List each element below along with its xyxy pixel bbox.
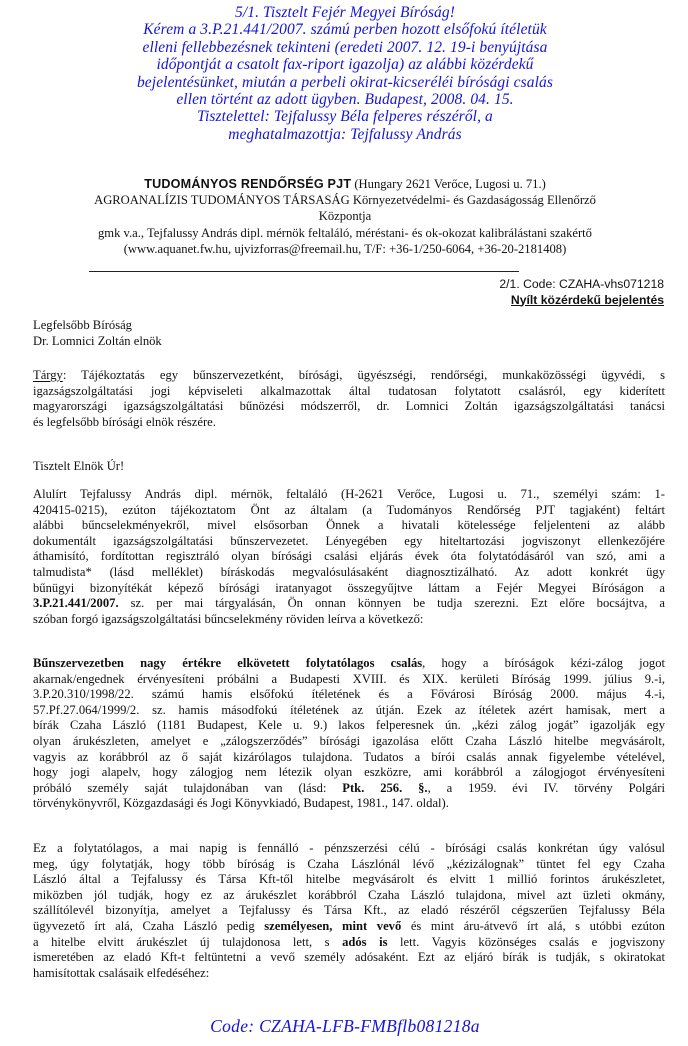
paragraph-line: miközben jól tudják, hogy ez az árukészlet korábbról Czaha László tulajdona, mivel azt üzleti okmány, [33, 887, 665, 902]
greeting: Tisztelt Elnök Úr! [33, 459, 125, 473]
subject-line: magyarországi igazságszolgáltatási bűnözési módszerről, dr. Lomnici Zoltán igazságszolgáltatási tanácsi [33, 399, 665, 414]
letterhead-line-5: (www.aquanet.fw.hu, ujvizforras@freemail.hu, T/F: +36-1/250-6064, +36-20-2181408) [123, 241, 567, 256]
paragraph-line: Bűnszervezetben nagy értékre elkövetett folytatólagos csalás, hogy a bíróságok kézi-zálog jogot [33, 656, 665, 670]
paragraph-line: olyan árukészleten, amelyet e „zálogszerződés” bírósági igazolása előtt Czaha László hitelbe megvásárolt, [33, 733, 665, 748]
paragraph-line: Ez a folytatólagos, a mai napig is fennálló - pénzszerzési célú - bírósági csalás konkrétan úgy valósul [33, 841, 665, 855]
request-header-line: időpontját a csatolt fax-riport igazolja) az alábbi közérdekű [156, 56, 534, 74]
org-name: TUDOMÁNYOS RENDŐRSÉG PJT [144, 177, 352, 191]
letterhead [40, 176, 650, 257]
subject-paragraph [33, 368, 665, 430]
paragraph-line: vagyis az korábbról az ő saját kizárólagos tulajdona. Tudatos a bírói csalás annak figyelembe vételével, [33, 749, 665, 764]
paragraph-line: szállítólevél bizonyítja, amelyet a Tejfalussy és Társa Kft., az eladó részéről cégszerűen Tejfalussy Béla [33, 903, 665, 918]
paragraph-line: hogy jogi alapelv, hogy zálogjog nem létezik olyan eszközre, ami korábbról a zálogjogot érvényesíteni [33, 765, 665, 780]
letterhead-divider [89, 271, 519, 272]
paragraph-line: László által a Tejfalussy és Társa Kft-től hitelbe megvásárolt és elvitt 1 millió forintos árukészletet, [33, 872, 665, 887]
org-address: (Hungary 2621 Verőce, Lugosi u. 71.) [351, 177, 546, 191]
request-header-line: elleni fellebbezésnek tekinteni (eredeti 2007. 12. 19-i benyújtása [142, 38, 548, 56]
paragraph-line: ismeretében az eladó Kft-t feltüntetni a vevő személy adósaként. Ezt az eljáró bírák is tudják, s okiratokat [33, 950, 665, 965]
paragraph-line: próbáló személy saját tulajdonában van (lásd: Ptk. 256. §., a 1959. évi IV. törvény Polgári [33, 780, 665, 795]
paragraph-line: 57.Pf.27.064/1999/2. sz. hamis másodfokú ítéletének az útján. Ezek az ítéletek azért hamisak, mert a [33, 702, 665, 717]
letterhead-line-4: gmk v.a., Tejfalussy András dipl. mérnök feltaláló, méréstani- és ok-okozat kalibrálástani szakértő [98, 225, 592, 240]
paragraph-line: talmudista* (lásd melléklet) bíráskodás megvalósulásaként diagnosztizálható. Az adott konkrét ügy [33, 564, 665, 579]
paragraph-line: 3.P.20.310/1998/22. számú hamis elsőfokú ítéletének és a Fővárosi Bíróság 2000. május 4.-i, [33, 687, 665, 702]
subject-line: igazságszolgáltatási jogi képviseleti alkalmazottak által tudatosan folytatott csalásról, egy kiderített [33, 383, 665, 398]
subject-line: Tárgy: Tájékoztatás egy bűnszervezetként, bírósági, ügyészségi, rendőrségi, munkaközösségi ügyvédi, s [33, 368, 665, 382]
paragraph-3 [33, 841, 665, 981]
paragraph-line: 420415-0215), ezúton tájékoztatom Önt az általam (a Tudományos Rendőrség PJT tagjaként) feltárt [33, 502, 665, 517]
footer-code: Code: CZAHA-LFB-FMBflb081218a [210, 1016, 480, 1036]
addressee-line-1: Legfelsőbb Bíróság [33, 318, 132, 332]
paragraph-line: ügyvezető írt alá, Czaha László pedig személyesen, mint vevő és mint áru-átvevő írt alá, s utóbbi ezúton [33, 918, 665, 933]
addressee-line-2: Dr. Lomnici Zoltán elnök [33, 333, 162, 348]
paragraph-2 [33, 656, 665, 812]
emphasis-text: 3.P.21.441/2007. [33, 596, 119, 611]
letterhead-line-2: AGROANALÍZIS TUDOMÁNYOS TÁRSASÁG Környezetvédelmi- és Gazdaságosság Ellenőrző [94, 193, 596, 208]
request-header-line: Tisztelettel: Tejfalussy Béla felperes részéről, a [197, 108, 493, 126]
subject-label: Tárgy [33, 368, 63, 382]
paragraph-line: akarnak/engednek érvényesíteni próbálni a Budapesti XVIII. és XIX. kerületi Bíróság 1999. július 9.-i, [33, 671, 665, 686]
reference-label: Nyílt közérdekű bejelentés [510, 292, 664, 307]
request-header [40, 4, 650, 143]
request-header-line: meghatalmazottja: Tejfalussy András [228, 125, 462, 143]
reference-code: 2/1. Code: CZAHA-vhs071218 [499, 277, 664, 291]
request-header-line: 5/1. Tisztelt Fejér Megyei Bíróság! [234, 4, 456, 21]
emphasis-text: Ptk. 256. §. [342, 780, 428, 795]
emphasis-text: adós is [342, 934, 388, 949]
request-header-line: ellen történt az adott ügyben. Budapest, 2008. 04. 15. [176, 91, 514, 109]
paragraph-line: szóban forgó igazságszolgáltatási bűncselekmény röviden leírva a következő: [33, 611, 424, 626]
paragraph-line: Alulírt Tejfalussy András dipl. mérnök, feltaláló (H-2621 Verőce, Lugosi u. 71., személyi szám: 1- [33, 487, 665, 501]
paragraph-line: alábbi bűncselekményekről, mivel elsősorban Önnek a hivatali kötelessége feljelenteni az alább [33, 518, 665, 533]
request-header-line: bejelentésünket, miután a perbeli okirat-kicseréléi bírósági csalás [136, 73, 554, 91]
paragraph-line: törvénykönyvről, Közgazdasági és Jogi Könyvkiadó, Budapest, 1981., 147. oldal). [33, 796, 449, 811]
paragraph-line: bírák Czaha László (1181 Budapest, Kele u. 9.) lakos felperesnek ún. „kézi zálog jogát” igazolják egy [33, 718, 665, 733]
paragraph-line: meg, úgy folytatják, hogy több bíróság is Czaha Lászlónál lévő „kézizálognak” tüntet fel egy Czaha [33, 856, 665, 871]
paragraph-line: bűnügyi bizonyítékát képező bírósági iratanyagot összegyűjtve láttam a Fejér Megyei Bíróságon a [33, 580, 665, 595]
letterhead-line-3: Központja [318, 209, 372, 224]
paragraph-line: hamisítottak csalásaik elfedéséhez: [33, 965, 210, 980]
emphasis-text: Bűnszervezetben nagy értékre elkövetett folytatólagos csalás [33, 656, 423, 670]
request-header-line: Kérem a 3.P.21.441/2007. számú perben hozott elsőfokú ítéletük [143, 21, 547, 39]
paragraph-1 [33, 487, 665, 627]
emphasis-text: személyesen, mint vevő [264, 918, 402, 933]
paragraph-line: 3.P.21.441/2007. sz. per mai tárgyalásán, Ön onnan könnyen be tudja szerezni. Ezt előre bocsájtva, a [33, 596, 665, 611]
paragraph-line: áthamisító, fordítottan regisztráló olyan bírósági csalási eljárás évek óta folytatódásáról van szó, ami a [33, 549, 665, 564]
addressee [33, 318, 665, 349]
paragraph-line: dokumentált igazságszolgáltatási bűnszervezetet. Lényegében egy hiteltartozási jogviszonyt ellenkezőjére [33, 533, 665, 548]
paragraph-line: a hitelbe elvitt árukészlet új tulajdonosa lett, s adós is lett. Vagyis közönséges csalás e jogviszony [33, 934, 665, 949]
reference-block [400, 277, 664, 308]
subject-line: és legfelsőbb bírósági elnök részére. [33, 414, 216, 429]
letterhead-line-1 [40, 176, 650, 192]
